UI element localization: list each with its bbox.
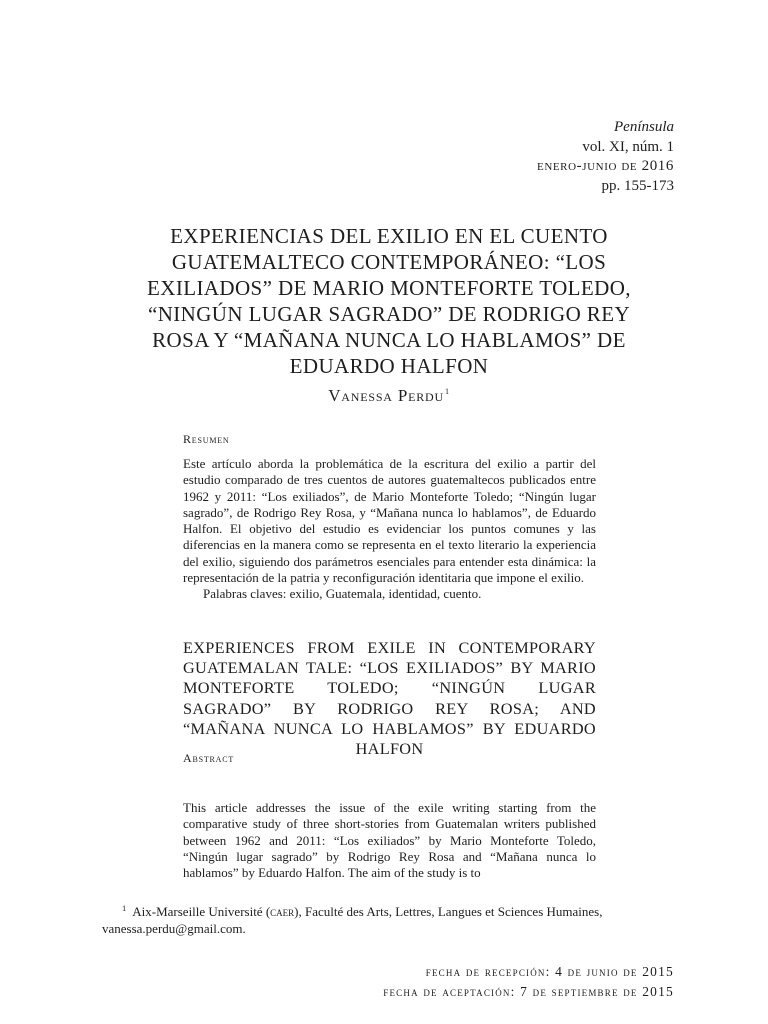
- resumen-heading: Resumen: [183, 432, 230, 446]
- abstract-body: [183, 800, 596, 881]
- footnote-acronym: caer: [270, 904, 295, 919]
- article-title-english: EXPERIENCES FROM EXILE IN CONTEMPORARY GUATEMALAN TALE: “LOS EXILIADOS” BY MARIO MONTEFORTE TOLEDO; “NINGÚN LUGAR SAGRADO” BY RODRIGO REY ROSA; AND “MAÑANA NUNCA LO HABLAMOS” BY EDUARDO HALFON: [183, 638, 596, 759]
- resumen-body: [183, 456, 596, 603]
- journal-name: Península: [614, 119, 674, 135]
- abstract-paragraph: This article addresses the issue of the exile writing starting from the comparative study of three short-stories from Guatemalan writers published between 1962 and 2011: “Los exiliados” by Mario Monteforte Toledo, “Ningún lugar sagrado” by Rodrigo Rey Rosa and “Mañana nunca lo hablamos” by Eduardo Halfon. The aim of the study is to: [183, 800, 596, 881]
- journal-volume: vol. XI, núm. 1: [582, 138, 674, 155]
- date-received: fecha de recepción: 4 de junio de 2015: [425, 964, 674, 979]
- submission-dates: [383, 962, 674, 1002]
- footnote: [102, 900, 676, 937]
- resumen-paragraph: Este artículo aborda la problemática de la escritura del exilio a partir del estudio comparado de tres cuentos de autores guatemaltecos publicados entre 1962 y 2011: “Los exiliados”, de Mario Monteforte Toledo; “Ningún lugar sagrado”, de Rodrigo Rey Rosa, y “Mañana nunca lo hablamos”, de Eduardo Halfon. El objetivo del estudio es evidenciar los puntos comunes y las diferencias en la manera como se representa en el texto literario la experiencia del exilio, siguiendo dos parámetros esenciales para entender esta dinámica: la representación de la patria y reconfiguración identitaria que impone el exilio.: [183, 456, 596, 586]
- author-name: Vanessa Perdu: [328, 386, 444, 405]
- journal-pages: pp. 155-173: [601, 177, 674, 194]
- date-accepted: fecha de aceptación: 7 de septiembre de 2015: [383, 984, 674, 999]
- footnote-mark: 1: [122, 903, 127, 913]
- abstract-heading: Abstract: [183, 751, 235, 765]
- author-line: [0, 386, 768, 406]
- keywords-line: Palabras claves: exilio, Guatemala, identidad, cuento.: [203, 586, 482, 602]
- journal-date: enero-junio de 2016: [537, 158, 674, 174]
- footnote-text-start: Aix-Marseille Université (: [132, 904, 271, 919]
- article-title-spanish: EXPERIENCIAS DEL EXILIO EN EL CUENTO GUATEMALTECO CONTEMPORÁNEO: “LOS EXILIADOS” DE MARIO MONTEFORTE TOLEDO, “NINGÚN LUGAR SAGRADO” DE RODRIGO REY ROSA Y “MAÑANA NUNCA LO HABLAMOS” DE EDUARDO HALFON: [147, 224, 631, 378]
- author-footnote-mark[interactable]: 1: [444, 387, 450, 396]
- journal-header: [537, 118, 674, 196]
- footnote-text-end: ), Faculté des Arts, Lettres, Langues et Sciences Humaines, vanessa.perdu@gmail.com.: [102, 904, 603, 936]
